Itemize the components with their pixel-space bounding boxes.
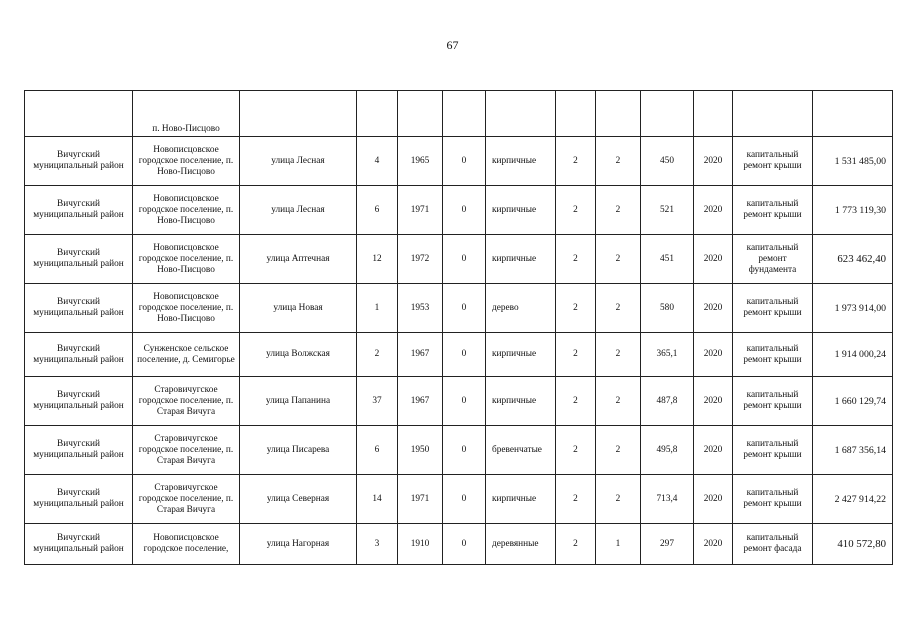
year-cell: 1971 <box>398 186 443 235</box>
entrances-cell: 2 <box>596 235 641 284</box>
zero-cell: 0 <box>443 524 486 565</box>
table-row <box>25 186 893 235</box>
work-cell: капитальный ремонт крыши <box>733 186 813 235</box>
settlement-cell: Новописцовское городское поселение, <box>133 524 240 565</box>
work-cell: капитальный ремонт фундамента <box>733 235 813 284</box>
entrances-cell: 1 <box>596 524 641 565</box>
cost-cell: 410 572,80 <box>813 524 893 565</box>
floors-cell: 2 <box>556 137 596 186</box>
floors-cell: 2 <box>556 284 596 333</box>
cost-cell <box>813 91 893 137</box>
house-cell: 37 <box>357 377 398 426</box>
settlement-cell: Новописцовское городское поселение, п. Ново-Писцово <box>133 137 240 186</box>
area-cell: 487,8 <box>641 377 694 426</box>
street-cell: улица Новая <box>240 284 357 333</box>
street-cell: улица Аптечная <box>240 235 357 284</box>
entrances-cell: 2 <box>596 333 641 377</box>
floors-cell: 2 <box>556 475 596 524</box>
wall-cell: кирпичные <box>486 475 556 524</box>
area-cell: 495,8 <box>641 426 694 475</box>
entrances-cell: 2 <box>596 426 641 475</box>
work-cell <box>733 91 813 137</box>
entrances-cell: 2 <box>596 475 641 524</box>
work-cell: капитальный ремонт крыши <box>733 137 813 186</box>
house-cell: 6 <box>357 426 398 475</box>
wall-cell: кирпичные <box>486 377 556 426</box>
area-cell <box>641 91 694 137</box>
district-cell: Вичугский муниципальный район <box>25 137 133 186</box>
district-cell: Вичугский муниципальный район <box>25 284 133 333</box>
table-row <box>25 284 893 333</box>
area-cell: 365,1 <box>641 333 694 377</box>
wall-cell: дерево <box>486 284 556 333</box>
floors-cell: 2 <box>556 426 596 475</box>
plan-year-cell: 2020 <box>694 333 733 377</box>
table-row <box>25 524 893 565</box>
street-cell: улица Писарева <box>240 426 357 475</box>
wall-cell <box>486 91 556 137</box>
plan-year-cell: 2020 <box>694 186 733 235</box>
zero-cell: 0 <box>443 333 486 377</box>
cost-cell: 623 462,40 <box>813 235 893 284</box>
year-cell: 1965 <box>398 137 443 186</box>
settlement-cell: Новописцовское городское поселение, п. Ново-Писцово <box>133 235 240 284</box>
entrances-cell <box>596 91 641 137</box>
year-cell <box>398 91 443 137</box>
district-cell: Вичугский муниципальный район <box>25 186 133 235</box>
district-cell: Вичугский муниципальный район <box>25 333 133 377</box>
wall-cell: бревенчатые <box>486 426 556 475</box>
street-cell: улица Папанина <box>240 377 357 426</box>
table-row <box>25 137 893 186</box>
table-row <box>25 333 893 377</box>
page-number: 67 <box>446 38 459 52</box>
area-cell: 297 <box>641 524 694 565</box>
district-cell: Вичугский муниципальный район <box>25 235 133 284</box>
area-cell: 580 <box>641 284 694 333</box>
year-cell: 1950 <box>398 426 443 475</box>
cost-cell: 1 687 356,14 <box>813 426 893 475</box>
wall-cell: деревянные <box>486 524 556 565</box>
year-cell: 1971 <box>398 475 443 524</box>
plan-year-cell: 2020 <box>694 475 733 524</box>
district-cell: Вичугский муниципальный район <box>25 426 133 475</box>
district-cell: Вичугский муниципальный район <box>25 475 133 524</box>
area-cell: 521 <box>641 186 694 235</box>
house-cell: 4 <box>357 137 398 186</box>
plan-year-cell <box>694 91 733 137</box>
area-cell: 451 <box>641 235 694 284</box>
floors-cell: 2 <box>556 235 596 284</box>
work-cell: капитальный ремонт крыши <box>733 426 813 475</box>
work-cell: капитальный ремонт фасада <box>733 524 813 565</box>
area-cell: 713,4 <box>641 475 694 524</box>
floors-cell <box>556 91 596 137</box>
settlement-cell: Сунженское сельское поселение, д. Семигорье <box>133 333 240 377</box>
wall-cell: кирпичные <box>486 333 556 377</box>
plan-year-cell: 2020 <box>694 137 733 186</box>
house-cell: 14 <box>357 475 398 524</box>
entrances-cell: 2 <box>596 186 641 235</box>
cost-cell: 1 773 119,30 <box>813 186 893 235</box>
zero-cell: 0 <box>443 284 486 333</box>
settlement-cell: Старовичугское городское поселение, п. Старая Вичуга <box>133 475 240 524</box>
entrances-cell: 2 <box>596 137 641 186</box>
floors-cell: 2 <box>556 186 596 235</box>
house-cell: 6 <box>357 186 398 235</box>
wall-cell: кирпичные <box>486 235 556 284</box>
street-cell: улица Лесная <box>240 137 357 186</box>
zero-cell: 0 <box>443 235 486 284</box>
settlement-cell: п. Ново-Писцово <box>133 91 240 137</box>
plan-year-cell: 2020 <box>694 524 733 565</box>
cost-cell: 1 531 485,00 <box>813 137 893 186</box>
work-cell: капитальный ремонт крыши <box>733 333 813 377</box>
street-cell: улица Нагорная <box>240 524 357 565</box>
table-row <box>25 235 893 284</box>
work-cell: капитальный ремонт крыши <box>733 284 813 333</box>
settlement-cell: Новописцовское городское поселение, п. Ново-Писцово <box>133 186 240 235</box>
zero-cell: 0 <box>443 426 486 475</box>
zero-cell: 0 <box>443 377 486 426</box>
settlement-cell: Новописцовское городское поселение, п. Ново-Писцово <box>133 284 240 333</box>
plan-year-cell: 2020 <box>694 377 733 426</box>
entrances-cell: 2 <box>596 284 641 333</box>
year-cell: 1910 <box>398 524 443 565</box>
repair-program-table <box>24 90 893 565</box>
house-cell: 12 <box>357 235 398 284</box>
plan-year-cell: 2020 <box>694 235 733 284</box>
settlement-cell: Старовичугское городское поселение, п. Старая Вичуга <box>133 426 240 475</box>
year-cell: 1972 <box>398 235 443 284</box>
work-cell: капитальный ремонт крыши <box>733 475 813 524</box>
house-cell: 2 <box>357 333 398 377</box>
street-cell <box>240 91 357 137</box>
wall-cell: кирпичные <box>486 186 556 235</box>
house-cell: 1 <box>357 284 398 333</box>
zero-cell: 0 <box>443 186 486 235</box>
table-row <box>25 475 893 524</box>
cost-cell: 1 914 000,24 <box>813 333 893 377</box>
cost-cell: 2 427 914,22 <box>813 475 893 524</box>
table-row <box>25 426 893 475</box>
year-cell: 1967 <box>398 333 443 377</box>
street-cell: улица Волжская <box>240 333 357 377</box>
settlement-cell: Старовичугское городское поселение, п. Старая Вичуга <box>133 377 240 426</box>
zero-cell: 0 <box>443 475 486 524</box>
year-cell: 1953 <box>398 284 443 333</box>
floors-cell: 2 <box>556 333 596 377</box>
floors-cell: 2 <box>556 377 596 426</box>
year-cell: 1967 <box>398 377 443 426</box>
house-cell: 3 <box>357 524 398 565</box>
cost-cell: 1 660 129,74 <box>813 377 893 426</box>
plan-year-cell: 2020 <box>694 284 733 333</box>
street-cell: улица Северная <box>240 475 357 524</box>
zero-cell <box>443 91 486 137</box>
floors-cell: 2 <box>556 524 596 565</box>
house-cell <box>357 91 398 137</box>
table-body <box>25 91 893 565</box>
table-row <box>25 377 893 426</box>
district-cell: Вичугский муниципальный район <box>25 377 133 426</box>
entrances-cell: 2 <box>596 377 641 426</box>
cost-cell: 1 973 914,00 <box>813 284 893 333</box>
wall-cell: кирпичные <box>486 137 556 186</box>
work-cell: капитальный ремонт крыши <box>733 377 813 426</box>
table-row-continuation <box>25 91 893 137</box>
plan-year-cell: 2020 <box>694 426 733 475</box>
zero-cell: 0 <box>443 137 486 186</box>
district-cell <box>25 91 133 137</box>
area-cell: 450 <box>641 137 694 186</box>
district-cell: Вичугский муниципальный район <box>25 524 133 565</box>
street-cell: улица Лесная <box>240 186 357 235</box>
